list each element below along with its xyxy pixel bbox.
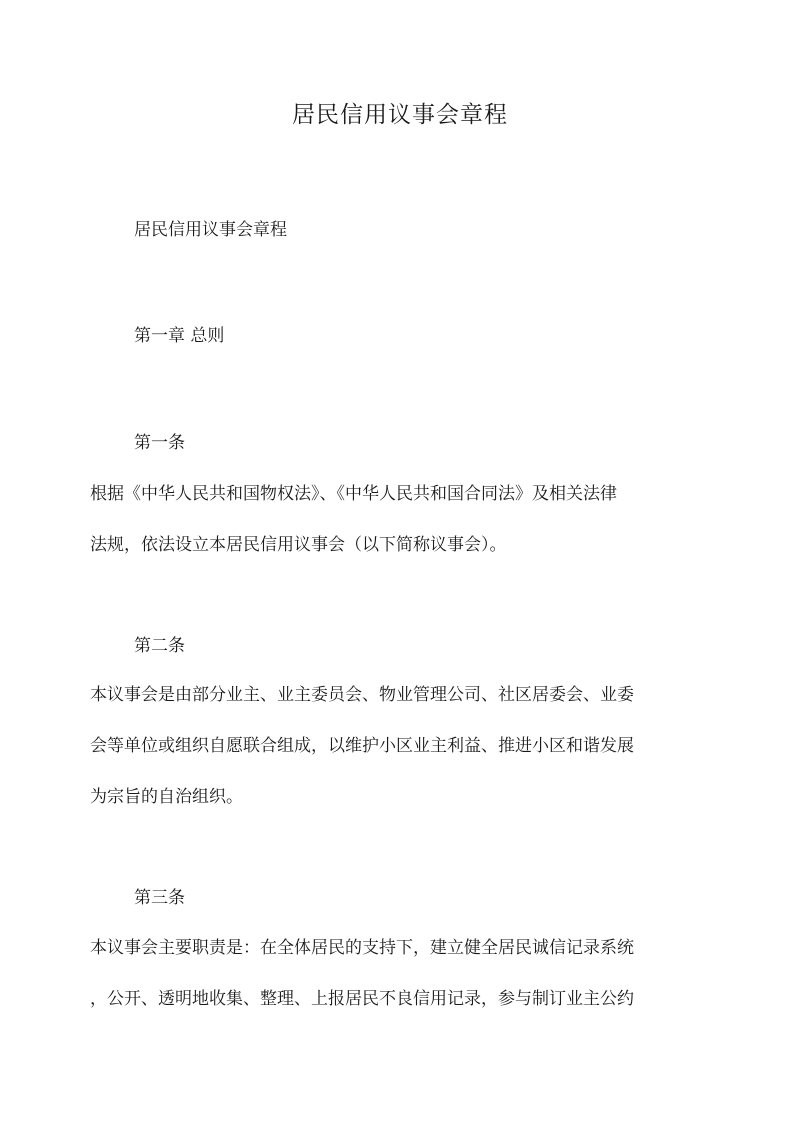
article-3-line-1: 本议事会主要职责是：在全体居民的支持下，建立健全居民诚信记录系统 <box>90 938 634 958</box>
article-1-heading: 第一条 <box>134 433 185 453</box>
document-subtitle: 居民信用议事会章程 <box>134 220 287 240</box>
article-2-line-2: 会等单位或组织自愿联合组成，以维护小区业主利益、推进小区和谐发展 <box>90 736 634 756</box>
document-title: 居民信用议事会章程 <box>292 102 508 128</box>
article-1-line-2: 法规，依法设立本居民信用议事会（以下简称议事会）。 <box>90 535 507 555</box>
article-3-line-2: ，公开、透明地收集、整理、上报居民不良信用记录，参与制订业主公约 <box>90 989 634 1009</box>
article-3-heading: 第三条 <box>134 888 185 908</box>
article-1-line-1: 根据《中华人民共和国物权法》、《中华人民共和国合同法》及相关法律 <box>90 484 617 504</box>
article-2-heading: 第二条 <box>134 636 185 656</box>
chapter-heading: 第一章 总则 <box>134 326 225 346</box>
article-2-line-1: 本议事会是由部分业主、业主委员会、物业管理公司、社区居委会、业委 <box>90 685 634 705</box>
article-2-line-3: 为宗旨的自治组织。 <box>90 787 243 807</box>
